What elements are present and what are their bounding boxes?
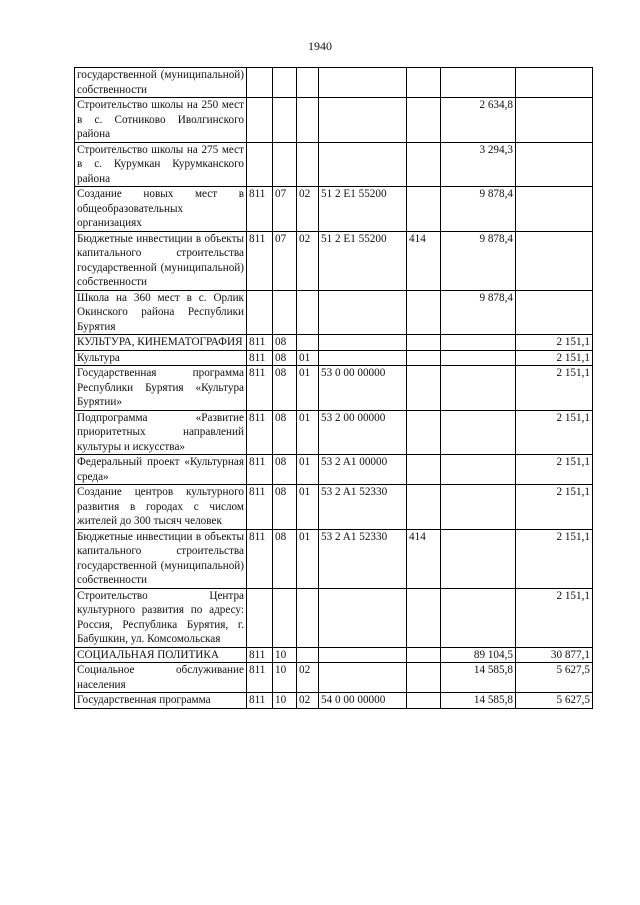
expense-type-cell — [407, 693, 441, 709]
expense-type-cell — [407, 647, 441, 663]
row-name-cell: Социальное обслуживание населения — [75, 663, 247, 693]
row-name-cell: Федеральный проект «Культурная среда» — [75, 455, 247, 485]
expense-type-cell — [407, 663, 441, 693]
amount-2-cell: 2 151,1 — [516, 410, 593, 455]
expense-type-cell — [407, 68, 441, 98]
amount-1-cell: 89 104,5 — [441, 647, 516, 663]
ved-code-cell — [247, 142, 273, 187]
ved-code-cell: 811 — [247, 693, 273, 709]
subsection-code-cell: 01 — [297, 455, 319, 485]
row-name-cell: государственной (муниципальной) собственности — [75, 68, 247, 98]
amount-2-cell: 5 627,5 — [516, 663, 593, 693]
target-article-cell — [319, 98, 407, 143]
amount-1-cell: 14 585,8 — [441, 693, 516, 709]
amount-1-cell: 9 878,4 — [441, 290, 516, 335]
section-code-cell: 07 — [273, 187, 297, 232]
table-row — [75, 290, 593, 335]
section-code-cell: 08 — [273, 335, 297, 351]
table-row — [75, 142, 593, 187]
ved-code-cell — [247, 290, 273, 335]
section-code-cell: 07 — [273, 231, 297, 290]
section-code-cell: 10 — [273, 693, 297, 709]
amount-2-cell: 5 627,5 — [516, 693, 593, 709]
amount-2-cell: 30 877,1 — [516, 647, 593, 663]
ved-code-cell: 811 — [247, 455, 273, 485]
target-article-cell — [319, 68, 407, 98]
target-article-cell — [319, 335, 407, 351]
table-row — [75, 410, 593, 455]
section-code-cell: 10 — [273, 663, 297, 693]
subsection-code-cell: 02 — [297, 663, 319, 693]
table-row — [75, 529, 593, 588]
target-article-cell: 53 2 A1 52330 — [319, 529, 407, 588]
budget-table — [74, 67, 593, 709]
amount-2-cell: 2 151,1 — [516, 588, 593, 647]
expense-type-cell — [407, 335, 441, 351]
table-row — [75, 98, 593, 143]
expense-type-cell: 414 — [407, 529, 441, 588]
ved-code-cell: 811 — [247, 485, 273, 530]
ved-code-cell — [247, 98, 273, 143]
amount-1-cell — [441, 350, 516, 366]
subsection-code-cell: 02 — [297, 693, 319, 709]
ved-code-cell: 811 — [247, 231, 273, 290]
subsection-code-cell — [297, 98, 319, 143]
section-code-cell: 08 — [273, 529, 297, 588]
section-code-cell: 10 — [273, 647, 297, 663]
section-code-cell: 08 — [273, 410, 297, 455]
amount-2-cell — [516, 290, 593, 335]
ved-code-cell: 811 — [247, 663, 273, 693]
subsection-code-cell: 02 — [297, 187, 319, 232]
amount-1-cell: 9 878,4 — [441, 187, 516, 232]
section-code-cell — [273, 142, 297, 187]
subsection-code-cell: 01 — [297, 529, 319, 588]
section-code-cell — [273, 68, 297, 98]
amount-1-cell — [441, 335, 516, 351]
ved-code-cell: 811 — [247, 366, 273, 411]
expense-type-cell — [407, 485, 441, 530]
ved-code-cell: 811 — [247, 529, 273, 588]
ved-code-cell: 811 — [247, 647, 273, 663]
row-name-cell: Культура — [75, 350, 247, 366]
subsection-code-cell: 02 — [297, 231, 319, 290]
expense-type-cell: 414 — [407, 231, 441, 290]
table-row — [75, 647, 593, 663]
row-name-cell: Подпрограмма «Развитие приоритетных направлений культуры и искусства» — [75, 410, 247, 455]
row-name-cell: Государственная программа — [75, 693, 247, 709]
section-code-cell: 08 — [273, 366, 297, 411]
section-code-cell — [273, 588, 297, 647]
subsection-code-cell: 01 — [297, 366, 319, 411]
subsection-code-cell — [297, 588, 319, 647]
amount-2-cell: 2 151,1 — [516, 335, 593, 351]
table-row — [75, 455, 593, 485]
target-article-cell — [319, 290, 407, 335]
row-name-cell: СОЦИАЛЬНАЯ ПОЛИТИКА — [75, 647, 247, 663]
amount-2-cell — [516, 98, 593, 143]
ved-code-cell — [247, 68, 273, 98]
row-name-cell: Строительство школы на 275 мест в с. Курумкан Курумканского района — [75, 142, 247, 187]
target-article-cell: 51 2 E1 55200 — [319, 187, 407, 232]
amount-2-cell — [516, 231, 593, 290]
subsection-code-cell: 01 — [297, 350, 319, 366]
ved-code-cell: 811 — [247, 410, 273, 455]
amount-1-cell — [441, 68, 516, 98]
target-article-cell: 53 2 00 00000 — [319, 410, 407, 455]
target-article-cell — [319, 142, 407, 187]
expense-type-cell — [407, 350, 441, 366]
row-name-cell: Создание новых мест в общеобразовательных организациях — [75, 187, 247, 232]
amount-1-cell: 9 878,4 — [441, 231, 516, 290]
table-row — [75, 187, 593, 232]
subsection-code-cell — [297, 647, 319, 663]
section-code-cell: 08 — [273, 485, 297, 530]
amount-1-cell: 2 634,8 — [441, 98, 516, 143]
expense-type-cell — [407, 290, 441, 335]
amount-1-cell — [441, 455, 516, 485]
target-article-cell — [319, 350, 407, 366]
table-row — [75, 663, 593, 693]
amount-2-cell — [516, 142, 593, 187]
row-name-cell: КУЛЬТУРА, КИНЕМАТОГРАФИЯ — [75, 335, 247, 351]
expense-type-cell — [407, 142, 441, 187]
section-code-cell: 08 — [273, 350, 297, 366]
amount-2-cell: 2 151,1 — [516, 529, 593, 588]
expense-type-cell — [407, 366, 441, 411]
amount-2-cell — [516, 68, 593, 98]
target-article-cell: 51 2 E1 55200 — [319, 231, 407, 290]
expense-type-cell — [407, 455, 441, 485]
ved-code-cell — [247, 588, 273, 647]
section-code-cell — [273, 290, 297, 335]
target-article-cell: 53 2 A1 00000 — [319, 455, 407, 485]
target-article-cell: 53 0 00 00000 — [319, 366, 407, 411]
table-row — [75, 335, 593, 351]
target-article-cell: 54 0 00 00000 — [319, 693, 407, 709]
row-name-cell: Строительство Центра культурного развития по адресу: Россия, Республика Бурятия, г. Бабушкин, ул. Комсомольская — [75, 588, 247, 647]
row-name-cell: Строительство школы на 250 мест в с. Сотниково Иволгинского района — [75, 98, 247, 143]
row-name-cell: Создание центров культурного развития в городах с числом жителей до 300 тысяч человек — [75, 485, 247, 530]
row-name-cell: Бюджетные инвестиции в объекты капитального строительства государственной (муниципальной) собственности — [75, 529, 247, 588]
expense-type-cell — [407, 98, 441, 143]
target-article-cell: 53 2 A1 52330 — [319, 485, 407, 530]
table-row — [75, 485, 593, 530]
amount-2-cell — [516, 187, 593, 232]
amount-2-cell: 2 151,1 — [516, 350, 593, 366]
amount-1-cell — [441, 485, 516, 530]
ved-code-cell: 811 — [247, 335, 273, 351]
page-number: 1940 — [308, 39, 332, 53]
row-name-cell: Государственная программа Республики Бурятия «Культура Бурятии» — [75, 366, 247, 411]
subsection-code-cell — [297, 290, 319, 335]
amount-2-cell: 2 151,1 — [516, 366, 593, 411]
amount-2-cell: 2 151,1 — [516, 455, 593, 485]
amount-1-cell — [441, 588, 516, 647]
expense-type-cell — [407, 588, 441, 647]
amount-1-cell: 3 294,3 — [441, 142, 516, 187]
subsection-code-cell — [297, 68, 319, 98]
subsection-code-cell: 01 — [297, 410, 319, 455]
target-article-cell — [319, 647, 407, 663]
table-row — [75, 231, 593, 290]
section-code-cell: 08 — [273, 455, 297, 485]
table-row — [75, 68, 593, 98]
subsection-code-cell — [297, 335, 319, 351]
ved-code-cell: 811 — [247, 350, 273, 366]
table-row — [75, 693, 593, 709]
amount-1-cell — [441, 410, 516, 455]
expense-type-cell — [407, 410, 441, 455]
subsection-code-cell — [297, 142, 319, 187]
ved-code-cell: 811 — [247, 187, 273, 232]
row-name-cell: Бюджетные инвестиции в объекты капитального строительства государственной (муниципальной) собственности — [75, 231, 247, 290]
amount-1-cell — [441, 366, 516, 411]
table-row — [75, 366, 593, 411]
amount-2-cell: 2 151,1 — [516, 485, 593, 530]
amount-1-cell — [441, 529, 516, 588]
subsection-code-cell: 01 — [297, 485, 319, 530]
target-article-cell — [319, 663, 407, 693]
section-code-cell — [273, 98, 297, 143]
target-article-cell — [319, 588, 407, 647]
amount-1-cell: 14 585,8 — [441, 663, 516, 693]
table-row — [75, 588, 593, 647]
table-row — [75, 350, 593, 366]
table-body — [75, 68, 593, 709]
expense-type-cell — [407, 187, 441, 232]
row-name-cell: Школа на 360 мест в с. Орлик Окинского района Республики Бурятия — [75, 290, 247, 335]
